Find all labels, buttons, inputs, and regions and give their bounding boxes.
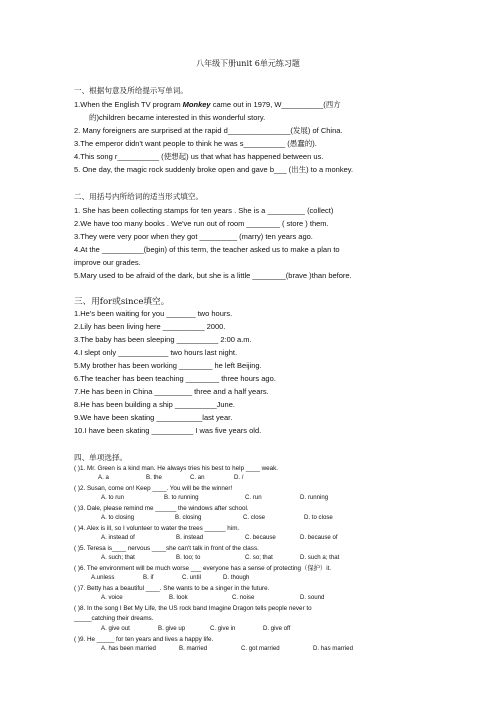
s3-line-6: 6.The teacher has been teaching ________ three hours ago. <box>74 374 276 383</box>
mc-question-6: ( )6. The environment will be much worse ___ everyone has a sense of protecting（保护）it. <box>74 565 332 572</box>
mc-6-option-b: B. if <box>143 574 154 581</box>
mc-7-option-a: A. voice <box>101 594 123 601</box>
s2-line-4: 4.At the __________(begin) of this term, the teacher asked us to make a plan to <box>74 245 340 254</box>
mc-9-option-d: D. has married <box>313 645 353 652</box>
s2-line-4-cont: improve our grades. <box>74 258 141 267</box>
s3-line-5: 5.My brother has been working ________ he left Beijing. <box>74 361 262 370</box>
mc-3-option-d: D. to close <box>304 514 333 521</box>
mc-9-option-a: A. has been married <box>101 645 156 652</box>
mc-2-option-a: A. to run <box>101 494 125 501</box>
mc-4-option-a: A. instead of <box>101 534 135 541</box>
s3-line-2: 2.Lily has been living here __________ 2000. <box>74 322 226 331</box>
s1-line-1-cont: 的)children became interested in this wonderful story. <box>89 113 266 122</box>
mc-7-option-c: C. noise <box>232 594 255 601</box>
mc-5-option-b: B. too; to <box>176 554 201 561</box>
section-4-header: 四、单项选择。 <box>74 453 128 462</box>
mc-4-option-c: C. because <box>245 534 276 541</box>
s2-line-2: 2.We have too many books . We've run out of room ________ ( store ) them. <box>74 219 329 228</box>
mc-8-option-c: C. give in <box>210 625 236 632</box>
s3-line-8: 8.He has been building a ship __________June. <box>74 400 235 409</box>
s1-line-3: 3.The emperor didn't want people to think he was s__________ (愚蠢的). <box>74 139 317 148</box>
mc-question-8: ( )8. In the song I Bet My Life, the US rock band Imagine Dragon tells people never to <box>74 605 312 612</box>
mc-question-3: ( )3. Dale, please remind me ______ the windows after school. <box>74 505 249 512</box>
section-2-header: 二、用括号内所给词的适当形式填空。 <box>74 192 204 201</box>
mc-1-option-d: D. / <box>234 474 244 481</box>
mc-4-option-d: D. because of <box>300 534 338 541</box>
s2-line-3: 3.They were very poor when they got _________ (marry) ten years ago. <box>74 232 313 241</box>
s1-line-2: 2. Many foreigners are surprised at the rapid d_______________(发展) of China. <box>74 126 343 135</box>
section-3-header: 三、用for或since填空。 <box>74 297 170 307</box>
mc-2-option-c: C. run <box>245 494 262 501</box>
mc-question-1: ( )1. Mr. Green is a kind man. He always tries his best to help ____ weak. <box>74 465 279 472</box>
mc-2-option-d: D. running <box>300 494 329 501</box>
mc-question-9: ( )9. He _____ for ten years and lives a happy life. <box>74 636 214 643</box>
page-title: 八年级下册unit 6单元练习题 <box>196 59 300 68</box>
mc-5-option-a: A. such; that <box>101 554 135 561</box>
s3-line-10: 10.I have been skating __________ I was five years old. <box>74 426 262 435</box>
mc-5-option-d: D. such a; that <box>300 554 340 561</box>
mc-9-option-c: C. got married <box>241 645 280 652</box>
mc-question-5: ( )5. Teresa is____ nervous ____she can't talk in front of the class. <box>74 545 259 552</box>
mc-7-option-b: B. look <box>169 594 188 601</box>
s1-line-5: 5. One day, the magic rock suddenly broke open and gave b___ (出生) to a monkey. <box>74 165 354 174</box>
s2-line-1: 1. She has been collecting stamps for ten years . She is a _________ (collect) <box>74 206 334 215</box>
mc-6-option-c: C. until <box>182 574 201 581</box>
mc-1-option-b: B. the <box>146 474 162 481</box>
mc-4-option-b: B. instead <box>176 534 204 541</box>
mc-8-option-d: D. give off <box>263 625 291 632</box>
mc-3-option-a: A. to closing <box>101 514 135 521</box>
s3-line-1: 1.He's been waiting for you _______ two hours. <box>74 309 233 318</box>
s3-line-4: 4.I slept only ____________ two hours last night. <box>74 348 238 357</box>
mc-question-2: ( )2. Susan, come on! Keep ____. You will be the winner! <box>74 485 233 492</box>
s3-line-9: 9.We have been skating ___________last year. <box>74 413 233 422</box>
s3-line-7: 7.He has been in China _________ three and a half years. <box>74 387 269 396</box>
s1-line-4: 4.This song r__________ (使想起) us that what has happened between us. <box>74 152 324 161</box>
section-1-header: 一、根据句意及所给提示写单词。 <box>74 86 188 95</box>
mc-6-option-d: D. though <box>223 574 250 581</box>
mc-2-option-b: B. to running <box>164 494 199 501</box>
mc-3-option-b: B. closing <box>175 514 202 521</box>
mc-8-option-b: B. give up <box>158 625 186 632</box>
s2-line-5: 5.Mary used to be afraid of the dark, but she is a little ________(brave )than before. <box>74 271 352 280</box>
mc-question-4: ( )4. Alex is ill, so I volunteer to water the trees ______ him. <box>74 525 240 532</box>
mc-question-8-cont: _____catching their dreams. <box>74 615 154 622</box>
mc-9-option-b: B. married <box>179 645 208 652</box>
mc-6-option-a: A.unless <box>91 574 115 581</box>
mc-1-option-a: A. a <box>98 474 109 481</box>
mc-8-option-a: A. give out <box>101 625 130 632</box>
mc-3-option-c: C. close <box>243 514 266 521</box>
mc-5-option-c: C. so; that <box>245 554 273 561</box>
s3-line-3: 3.The baby has been sleeping __________ 2:00 a.m. <box>74 335 252 344</box>
mc-7-option-d: D. sound <box>300 594 325 601</box>
s1-line-1: 1.When the English TV program Monkey came out in 1979, W__________(西方 <box>74 100 341 109</box>
mc-question-7: ( )7. Betty has a beautiful ____. She wants to be a singer in the future. <box>74 585 270 592</box>
mc-1-option-c: C. an <box>190 474 205 481</box>
